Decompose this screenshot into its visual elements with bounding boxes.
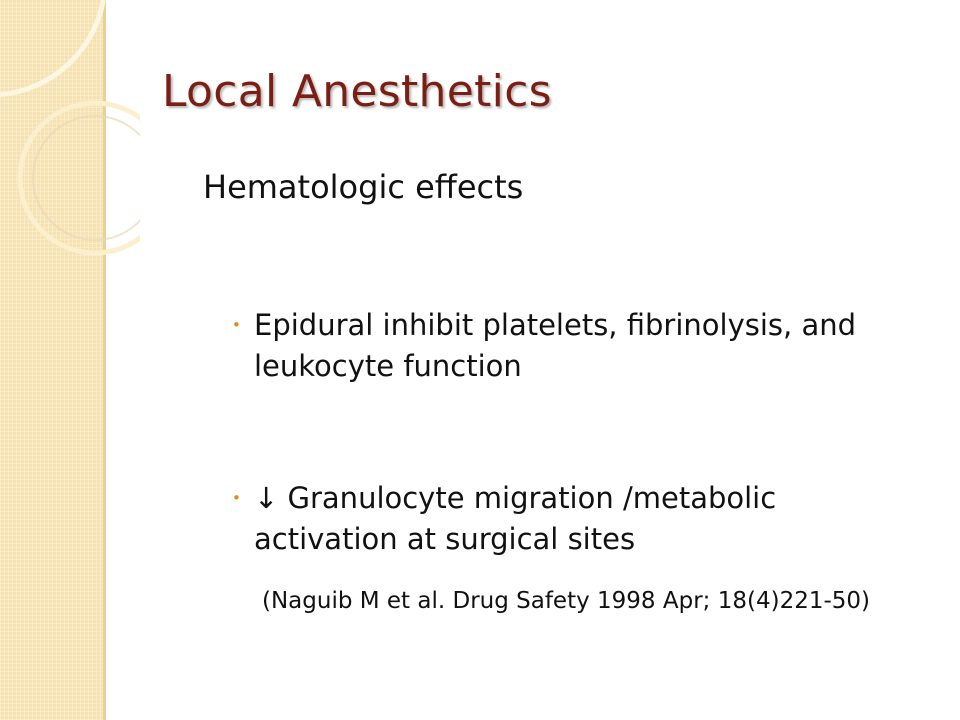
citation: (Naguib M et al. Drug Safety 1998 Apr; 18(4)221-50) bbox=[262, 588, 871, 614]
rings-decoration-icon bbox=[0, 0, 140, 260]
slide-subheading: Hematologic effects bbox=[203, 168, 524, 206]
bullet-marker-icon: • bbox=[232, 489, 241, 507]
bullet-text: Epidural inhibit platelets, fibrinolysis, and leukocyte function bbox=[254, 308, 857, 383]
bullet-item bbox=[232, 478, 892, 560]
bullet-text: ↓ Granulocyte migration /metabolic activation at surgical sites bbox=[254, 481, 777, 556]
slide-title: Local Anesthetics bbox=[162, 66, 552, 117]
bullet-item bbox=[232, 305, 892, 387]
bullet-marker-icon: • bbox=[232, 316, 241, 334]
